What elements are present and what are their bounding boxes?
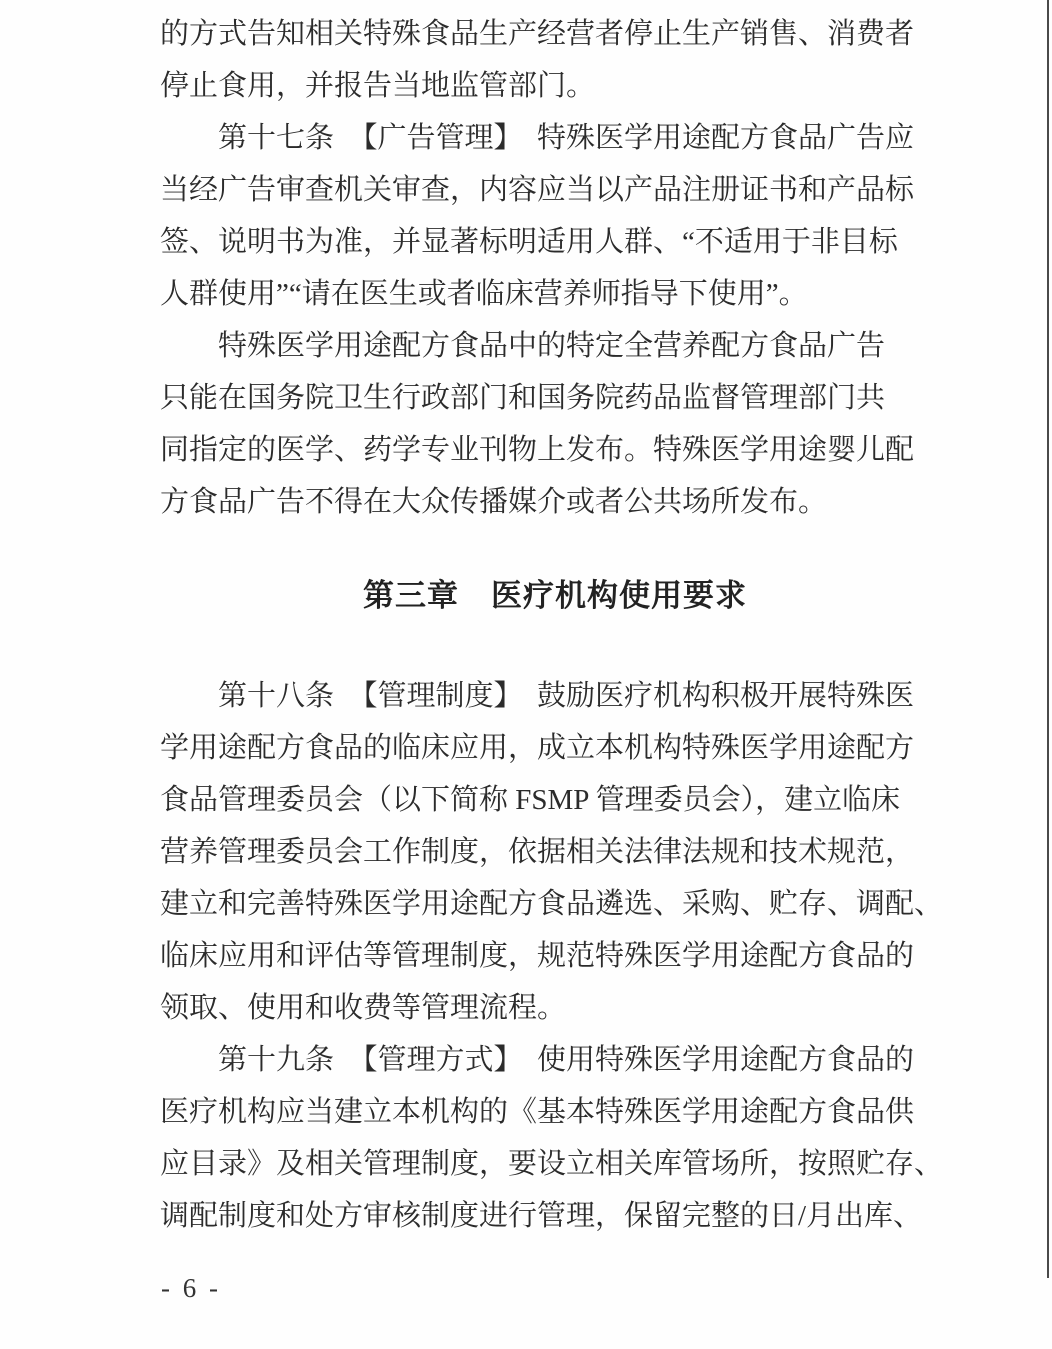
text-line: 建立和完善特殊医学用途配方食品遴选、采购、贮存、调配、 xyxy=(160,888,944,920)
text-line: 应目录》及相关管理制度，要设立相关库管场所，按照贮存、 xyxy=(160,1148,944,1180)
text-line: 的方式告知相关特殊食品生产经营者停止生产销售、消费者 xyxy=(160,18,915,50)
text-line: 只能在国务院卫生行政部门和国务院药品监督管理部门共 xyxy=(160,382,886,414)
text-line: 方食品广告不得在大众传播媒介或者公共场所发布。 xyxy=(160,486,828,518)
text-line: 学用途配方食品的临床应用，成立本机构特殊医学用途配方 xyxy=(160,732,915,764)
text-line-article-17: 第十七条 【广告管理】 特殊医学用途配方食品广告应 xyxy=(218,122,915,154)
text-line-article-19: 第十九条 【管理方式】 使用特殊医学用途配方食品的 xyxy=(218,1044,915,1076)
text-line: 停止食用，并报告当地监管部门。 xyxy=(160,70,596,102)
text-line: 调配制度和处方审核制度进行管理，保留完整的日/月出库、 xyxy=(160,1200,923,1232)
text-line: 医疗机构应当建立本机构的《基本特殊医学用途配方食品供 xyxy=(160,1096,915,1128)
text-line: 特殊医学用途配方食品中的特定全营养配方食品广告 xyxy=(218,330,886,362)
text-line: 当经广告审查机关审查，内容应当以产品注册证书和产品标 xyxy=(160,174,915,206)
chapter-heading: 第三章 医疗机构使用要求 xyxy=(363,578,747,613)
scan-border-line xyxy=(1047,0,1049,1278)
text-line: 人群使用”“请在医生或者临床营养师指导下使用”。 xyxy=(160,278,808,310)
text-line: 临床应用和评估等管理制度，规范特殊医学用途配方食品的 xyxy=(160,940,915,972)
text-line: 营养管理委员会工作制度，依据相关法律法规和技术规范， xyxy=(160,836,915,868)
text-line: 领取、使用和收费等管理流程。 xyxy=(160,992,567,1024)
text-line: 同指定的医学、药学专业刊物上发布。特殊医学用途婴儿配 xyxy=(160,434,915,466)
page-number: - 6 - xyxy=(161,1273,221,1303)
document-text-block xyxy=(160,8,950,1242)
text-line-article-18: 第十八条 【管理制度】 鼓励医疗机构积极开展特殊医 xyxy=(218,680,915,712)
text-line: 签、说明书为准，并显著标明适用人群、“不适用于非目标 xyxy=(160,226,898,258)
text-line: 食品管理委员会（以下简称 FSMP 管理委员会），建立临床 xyxy=(160,784,901,816)
